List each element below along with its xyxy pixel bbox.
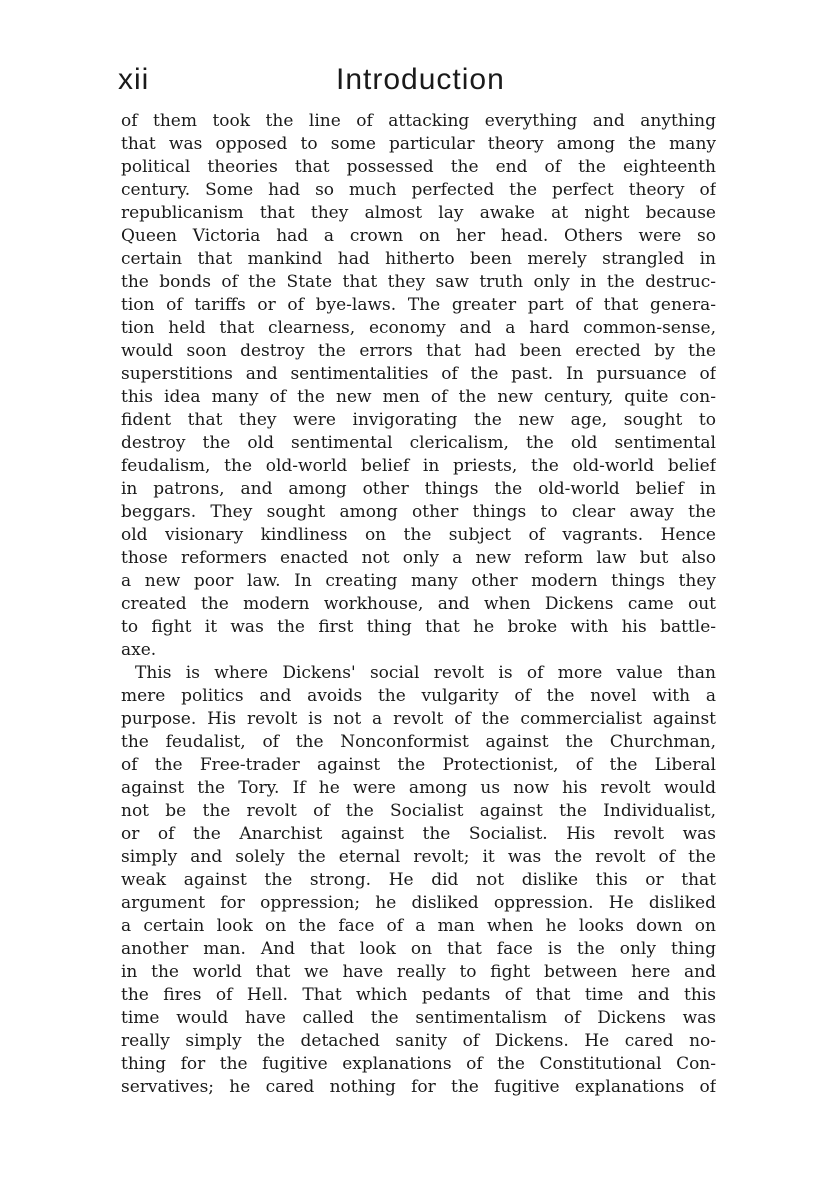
text-line: a new poor law. In creating many other modern things they — [121, 571, 716, 591]
text-line: tion of tariffs or of bye-laws. The greater part of that genera- — [121, 295, 716, 315]
text-line: in the world that we have really to fight between here and — [121, 962, 716, 982]
text-line: beggars. They sought among other things to clear away the — [121, 502, 716, 522]
body-text — [121, 110, 716, 1099]
text-line: another man. And that look on that face is the only thing — [121, 939, 716, 959]
text-line: republicanism that they almost lay awake at night because — [121, 203, 716, 223]
text-line: of them took the line of attacking everything and anything — [121, 111, 716, 131]
text-line: superstitions and sentimentalities of the past. In pursuance of — [121, 364, 716, 384]
text-line: created the modern workhouse, and when Dickens came out — [121, 594, 716, 614]
text-line: certain that mankind had hitherto been merely strangled in — [121, 249, 716, 269]
text-line: fident that they were invigorating the new age, sought to — [121, 410, 716, 430]
text-line: simply and solely the eternal revolt; it was the revolt of the — [121, 847, 716, 867]
paragraph-1 — [121, 110, 716, 662]
text-line: really simply the detached sanity of Dickens. He cared no- — [121, 1031, 716, 1051]
text-line: weak against the strong. He did not dislike this or that — [121, 870, 716, 890]
text-line: political theories that possessed the end of the eighteenth — [121, 157, 716, 177]
text-line: the feudalist, of the Nonconformist against the Churchman, — [121, 732, 716, 752]
text-line: argument for oppression; he disliked oppression. He disliked — [121, 893, 716, 913]
text-line: a certain look on the face of a man when he looks down on — [121, 916, 716, 936]
text-line: tion held that clearness, economy and a hard common-sense, — [121, 318, 716, 338]
running-head: Introduction — [336, 63, 505, 96]
text-line: or of the Anarchist against the Socialist. His revolt was — [121, 824, 716, 844]
text-line: This is where Dickens' social revolt is of more value than — [135, 663, 716, 683]
text-line: old visionary kindliness on the subject of vagrants. Hence — [121, 525, 716, 545]
text-line: time would have called the sentimentalism of Dickens was — [121, 1008, 716, 1028]
text-line: this idea many of the new men of the new century, quite con- — [121, 387, 716, 407]
text-line: against the Tory. If he were among us now his revolt would — [121, 778, 716, 798]
page-number: xii — [118, 63, 150, 96]
text-line: servatives; he cared nothing for the fugitive explanations of — [121, 1077, 716, 1097]
text-line: not be the revolt of the Socialist against the Individualist, — [121, 801, 716, 821]
text-line: that was opposed to some particular theory among the many — [121, 134, 716, 154]
text-line: destroy the old sentimental clericalism, the old sentimental — [121, 433, 716, 453]
text-line: feudalism, the old-world belief in priests, the old-world belief — [121, 456, 716, 476]
paragraph-2 — [121, 662, 716, 1099]
text-line: Queen Victoria had a crown on her head. Others were so — [121, 226, 716, 246]
text-line: those reformers enacted not only a new reform law but also — [121, 548, 716, 568]
text-line: in patrons, and among other things the old-world belief in — [121, 479, 716, 499]
text-line: the fires of Hell. That which pedants of that time and this — [121, 985, 716, 1005]
text-line: century. Some had so much perfected the perfect theory of — [121, 180, 716, 200]
text-line: to fight it was the first thing that he broke with his battle- — [121, 617, 716, 637]
text-line: mere politics and avoids the vulgarity of the novel with a — [121, 686, 716, 706]
text-line: purpose. His revolt is not a revolt of the commercialist against — [121, 709, 716, 729]
page-header — [118, 62, 718, 102]
text-line: axe. — [121, 640, 157, 660]
text-line: of the Free-trader against the Protectionist, of the Liberal — [121, 755, 716, 775]
text-line: thing for the fugitive explanations of the Constitutional Con- — [121, 1054, 716, 1074]
text-line: the bonds of the State that they saw truth only in the destruc- — [121, 272, 716, 292]
text-line: would soon destroy the errors that had been erected by the — [121, 341, 716, 361]
